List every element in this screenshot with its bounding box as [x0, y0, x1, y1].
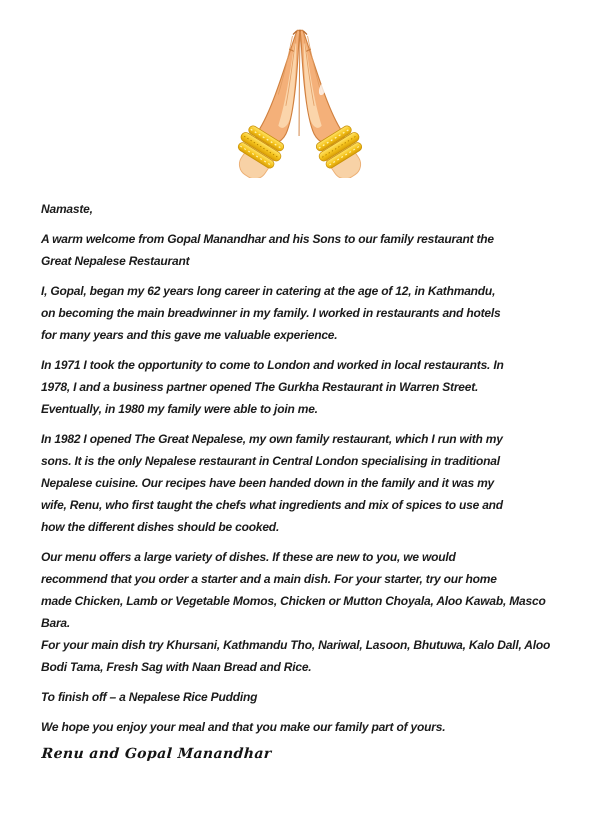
- paragraph-closing: We hope you enjoy your meal and that you make our family part of yours.: [41, 720, 446, 734]
- namaste-hands-image: [234, 26, 366, 178]
- letter-page: [0, 26, 600, 826]
- paragraph-namaste: Namaste,: [41, 202, 93, 216]
- paragraph-london: In 1971 I took the opportunity to come to London and worked in local restaurants. In 1978, I and a business partner opened The Gurkha Restaurant in Warren Street. Eventually, in 1980 my family were able to join me.: [41, 358, 504, 416]
- signature: Renu and Gopal Manandhar: [41, 746, 273, 762]
- praying-hands-icon: [234, 26, 366, 178]
- paragraph-great-nepalese: In 1982 I opened The Great Nepalese, my own family restaurant, which I run with my sons. It is the only Nepalese restaurant in Central London specialising in traditional Nepalese cuisine. Our recipes have been handed down in the family and it was my wife, Renu, who first taught the chefs what ingredients and mix of spices to use and how the different dishes should be cooked.: [41, 432, 503, 534]
- paragraph-career: I, Gopal, began my 62 years long career in catering at the age of 12, in Kathmandu, on becoming the main breadwinner in my family. I worked in restaurants and hotels for many years and this gave me valuable experience.: [41, 284, 501, 342]
- paragraph-menu: Our menu offers a large variety of dishes. If these are new to you, we would recommend that you order a starter and a main dish. For your starter, try our home made Chicken, Lamb or Vegetable Momos, Chicken or Mutton Choyala, Aloo Kawab, Masco Bara. For your main dish try Khursani, Kathmandu Tho, Nariwal, Lasoon, Bhutuwa, Kalo Dall, Aloo Bodi Tama, Fresh Sag with Naan Bread and Rice.: [41, 550, 551, 674]
- paragraph-dessert: To finish off – a Nepalese Rice Pudding: [41, 690, 258, 704]
- letter-body: [0, 178, 600, 762]
- paragraph-welcome: A warm welcome from Gopal Manandhar and his Sons to our family restaurant the Great Nepalese Restaurant: [41, 232, 494, 268]
